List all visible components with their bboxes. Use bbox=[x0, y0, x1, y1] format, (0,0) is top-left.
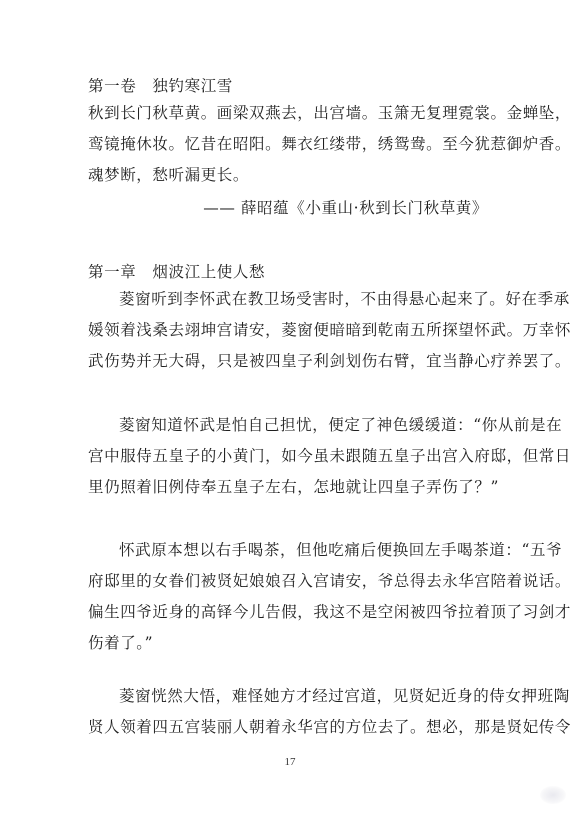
paragraph-line: 伤着了。” bbox=[88, 634, 154, 652]
paragraph-line: 媛领着浅桑去翊坤宫请安，菱窗便暗暗到乾南五所探望怀武。万幸怀 bbox=[88, 321, 572, 339]
paragraph-line: 菱窗知道怀武是怕自己担忧，便定了神色缓缓道：“你从前是在 bbox=[119, 416, 563, 434]
poem-line: 魂梦断，愁听漏更长。 bbox=[88, 166, 250, 184]
chapter-title: 第一章 烟波江上使人愁 bbox=[88, 263, 266, 281]
poem-line: 秋到长门秋草黄。画梁双燕去，出宫墙。玉箫无复理霓裳。金蝉坠， bbox=[88, 104, 572, 122]
paragraph-line: 菱窗听到李怀武在教卫场受害时，不由得悬心起来了。好在季承 bbox=[119, 290, 570, 308]
paragraph-line: 宫中服侍五皇子的小黄门，如今虽未跟随五皇子出宫入府邸，但常日 bbox=[88, 447, 572, 465]
paragraph-line: 偏生四爷近身的高铎今儿告假，我这不是空闲被四爷拉着顶了习剑才 bbox=[88, 603, 572, 621]
paragraph-line: 武伤势并无大碍，只是被四皇子利剑划伤右臂，宜当静心疗养罢了。 bbox=[88, 352, 572, 370]
page-number: 17 bbox=[284, 756, 296, 768]
paragraph-line: 贤人领着四五宫装丽人朝着永华宫的方位去了。想必，那是贤妃传令 bbox=[88, 718, 572, 736]
poem-line: 鸾镜掩休妆。忆昔在昭阳。舞衣红缕带，绣鸳鸯。至今犹惹御炉香。 bbox=[88, 135, 572, 153]
paragraph-line: 菱窗恍然大悟，难怪她方才经过宫道，见贤妃近身的侍女押班陶 bbox=[119, 687, 570, 705]
paragraph-line: 里仍照着旧例侍奉五皇子左右，怎地就让四皇子弄伤了？” bbox=[88, 478, 500, 496]
poem-attribution: —— 薛昭蕴《小重山·秋到长门秋草黄》 bbox=[203, 199, 488, 217]
volume-title: 第一卷 独钓寒江雪 bbox=[88, 77, 233, 95]
paragraph-line: 怀武原本想以右手喝茶，但他吃痛后便换回左手喝茶道：“五爷 bbox=[119, 541, 563, 559]
paragraph-line: 府邸里的女眷们被贤妃娘娘召入宫请安，爷总得去永华宫陪着说话。 bbox=[88, 572, 572, 590]
corner-smudge bbox=[540, 786, 566, 804]
